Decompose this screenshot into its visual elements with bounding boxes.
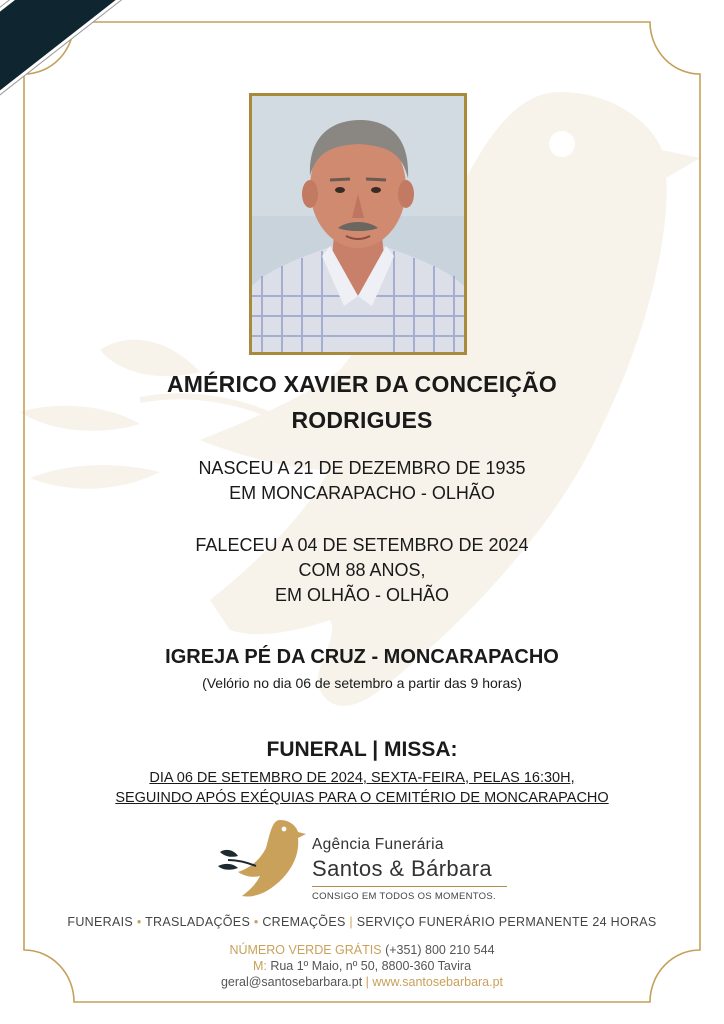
church-name: IGREJA PÉ DA CRUZ - MONCARAPACHO bbox=[165, 646, 559, 668]
service-dot-2: • bbox=[253, 915, 259, 929]
birth-info bbox=[0, 456, 724, 506]
death-info bbox=[0, 533, 724, 608]
agency-logo-text bbox=[312, 835, 507, 902]
agency-line-1: Agência Funerária bbox=[312, 836, 444, 853]
wake-info: (Velório no dia 06 de setembro a partir das 9 horas) bbox=[202, 675, 522, 691]
service-cremations: CREMAÇÕES bbox=[262, 915, 346, 929]
agency-name: Santos & Bárbara bbox=[312, 856, 493, 881]
funeral-title: FUNERAL | MISSA: bbox=[266, 738, 458, 761]
death-place: EM OLHÃO - OLHÃO bbox=[274, 585, 450, 605]
website-link[interactable]: www.santosebarbara.pt bbox=[372, 975, 504, 989]
birth-date: NASCEU A 21 DE DEZEMBRO DE 1935 bbox=[198, 458, 526, 478]
services-line bbox=[0, 915, 724, 929]
name-line-2: RODRIGUES bbox=[291, 407, 433, 433]
email-link[interactable]: geral@santosebarbara.pt bbox=[220, 975, 363, 989]
birth-place: EM MONCARAPACHO - OLHÃO bbox=[229, 483, 495, 503]
deceased-name bbox=[0, 366, 724, 438]
portrait-illustration bbox=[252, 96, 464, 352]
portrait-photo bbox=[249, 93, 467, 355]
contact-web bbox=[0, 974, 724, 990]
logo-divider bbox=[312, 886, 507, 887]
death-age: COM 88 ANOS, bbox=[298, 560, 426, 580]
name-line-1: AMÉRICO XAVIER DA CONCEIÇÃO bbox=[166, 371, 558, 397]
web-separator: | bbox=[365, 975, 369, 989]
address-text: Rua 1º Maio, nº 50, 8800-360 Tavira bbox=[270, 959, 472, 973]
service-dot-1: • bbox=[136, 915, 142, 929]
contact-address bbox=[0, 958, 724, 974]
service-funerals: FUNERAIS bbox=[67, 915, 134, 929]
address-label: M: bbox=[252, 959, 267, 973]
funeral-line-1: DIA 06 DE SETEMBRO DE 2024, SEXTA-FEIRA, PELAS 16:30H, bbox=[149, 770, 575, 786]
phone-label: NÚMERO VERDE GRÁTIS bbox=[229, 943, 382, 957]
agency-bird-logo-icon bbox=[216, 816, 306, 900]
phone-number[interactable]: (+351) 800 210 544 bbox=[385, 943, 495, 957]
service-separator: | bbox=[349, 915, 353, 929]
service-transfers: TRASLADAÇÕES bbox=[145, 915, 251, 929]
funeral-line-2: SEGUINDO APÓS EXÉQUIAS PARA O CEMITÉRIO DE MONCARAPACHO bbox=[115, 790, 609, 806]
agency-slogan: CONSIGO EM TODOS OS MOMENTOS. bbox=[312, 891, 496, 902]
contact-phone bbox=[0, 942, 724, 958]
service-permanent: SERVIÇO FUNERÁRIO PERMANENTE 24 HORAS bbox=[356, 915, 657, 929]
death-date: FALECEU A 04 DE SETEMBRO DE 2024 bbox=[195, 535, 529, 555]
